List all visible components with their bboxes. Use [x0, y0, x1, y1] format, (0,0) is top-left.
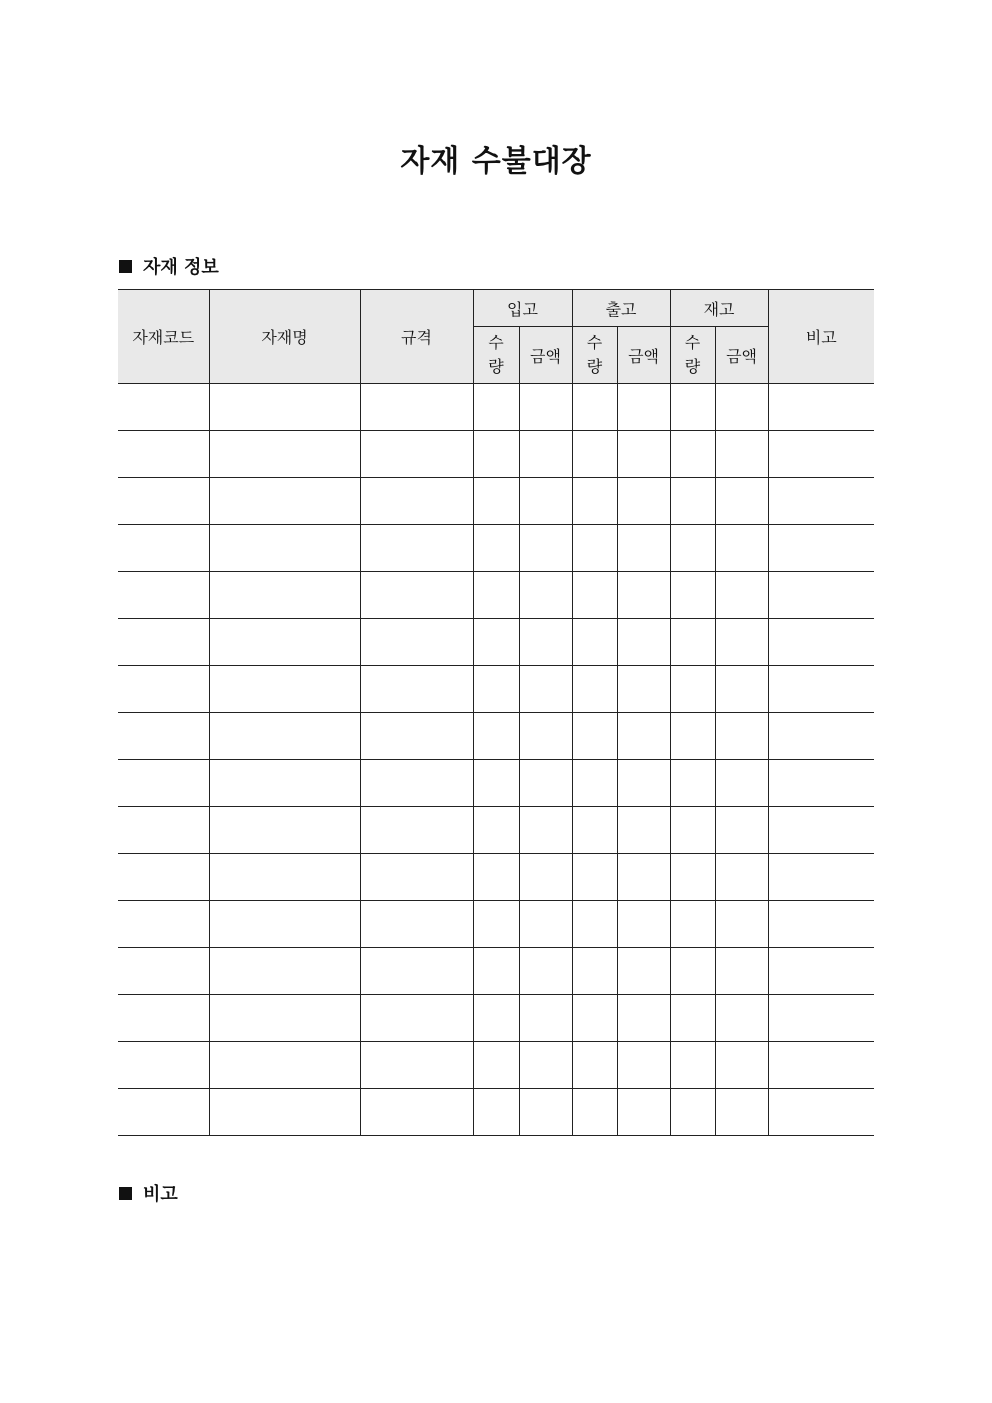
qty-char-1: 수 [684, 333, 701, 352]
table-cell[interactable] [572, 431, 617, 478]
table-row [118, 995, 874, 1042]
table-cell[interactable] [360, 995, 473, 1042]
table-cell[interactable] [519, 995, 572, 1042]
table-cell[interactable] [519, 666, 572, 713]
table-cell[interactable] [118, 713, 209, 760]
table-cell[interactable] [519, 478, 572, 525]
table-cell[interactable] [617, 854, 670, 901]
table-row [118, 525, 874, 572]
table-row [118, 666, 874, 713]
table-cell[interactable] [617, 901, 670, 948]
table-cell[interactable] [768, 431, 874, 478]
table-cell[interactable] [715, 901, 768, 948]
table-cell[interactable] [715, 619, 768, 666]
table-cell[interactable] [670, 760, 715, 807]
table-cell[interactable] [473, 854, 519, 901]
table-cell[interactable] [715, 995, 768, 1042]
table-cell[interactable] [209, 807, 360, 854]
table-cell[interactable] [209, 572, 360, 619]
table-row [118, 854, 874, 901]
table-cell[interactable] [715, 948, 768, 995]
table-row [118, 431, 874, 478]
table-cell[interactable] [360, 713, 473, 760]
table-cell[interactable] [209, 478, 360, 525]
header-material-code: 자재코드 [118, 290, 209, 384]
table-row [118, 619, 874, 666]
table-cell[interactable] [768, 619, 874, 666]
table-cell[interactable] [715, 1042, 768, 1089]
table-cell[interactable] [670, 525, 715, 572]
table-row [118, 1089, 874, 1136]
table-cell[interactable] [670, 1089, 715, 1136]
table-cell[interactable] [572, 619, 617, 666]
table-cell[interactable] [572, 478, 617, 525]
table-row [118, 1042, 874, 1089]
table-cell[interactable] [715, 807, 768, 854]
table-cell[interactable] [209, 666, 360, 713]
table-cell[interactable] [473, 995, 519, 1042]
table-cell[interactable] [473, 572, 519, 619]
table-cell[interactable] [118, 431, 209, 478]
table-cell[interactable] [473, 525, 519, 572]
table-cell[interactable] [572, 713, 617, 760]
table-cell[interactable] [360, 1089, 473, 1136]
table-cell[interactable] [360, 901, 473, 948]
table-cell[interactable] [360, 384, 473, 431]
table-row [118, 807, 874, 854]
table-cell[interactable] [617, 572, 670, 619]
table-cell[interactable] [209, 1089, 360, 1136]
table-cell[interactable] [572, 901, 617, 948]
table-cell[interactable] [768, 901, 874, 948]
table-cell[interactable] [617, 948, 670, 995]
table-cell[interactable] [519, 1042, 572, 1089]
table-cell[interactable] [617, 666, 670, 713]
table-cell[interactable] [118, 1042, 209, 1089]
table-cell[interactable] [473, 760, 519, 807]
table-cell[interactable] [209, 525, 360, 572]
table-cell[interactable] [572, 854, 617, 901]
table-row [118, 713, 874, 760]
table-cell[interactable] [617, 1089, 670, 1136]
table-cell[interactable] [617, 525, 670, 572]
table-row [118, 478, 874, 525]
table-cell[interactable] [617, 478, 670, 525]
table-cell[interactable] [670, 1042, 715, 1089]
table-cell[interactable] [118, 666, 209, 713]
table-cell[interactable] [360, 572, 473, 619]
header-stock-qty [670, 327, 715, 384]
qty-char-2: 량 [586, 357, 603, 376]
table-cell[interactable] [473, 901, 519, 948]
table-cell[interactable] [768, 666, 874, 713]
table-cell[interactable] [715, 854, 768, 901]
table-cell[interactable] [715, 760, 768, 807]
table-cell[interactable] [670, 948, 715, 995]
table-cell[interactable] [572, 666, 617, 713]
table-cell[interactable] [768, 1089, 874, 1136]
table-cell[interactable] [768, 807, 874, 854]
table-cell[interactable] [519, 948, 572, 995]
table-cell[interactable] [670, 995, 715, 1042]
table-cell[interactable] [670, 807, 715, 854]
table-cell[interactable] [715, 384, 768, 431]
table-cell[interactable] [519, 807, 572, 854]
table-cell[interactable] [572, 572, 617, 619]
table-cell[interactable] [519, 431, 572, 478]
table-row [118, 572, 874, 619]
table-cell[interactable] [473, 384, 519, 431]
section-heading-material-info [119, 253, 219, 279]
table-cell[interactable] [360, 1042, 473, 1089]
table-cell[interactable] [360, 431, 473, 478]
table-cell[interactable] [768, 948, 874, 995]
table-cell[interactable] [572, 1089, 617, 1136]
table-cell[interactable] [209, 995, 360, 1042]
table-cell[interactable] [572, 948, 617, 995]
table-cell[interactable] [519, 1089, 572, 1136]
table-cell[interactable] [617, 1042, 670, 1089]
table-cell[interactable] [670, 854, 715, 901]
table-cell[interactable] [118, 384, 209, 431]
table-cell[interactable] [670, 619, 715, 666]
table-cell[interactable] [209, 431, 360, 478]
table-cell[interactable] [617, 619, 670, 666]
table-cell[interactable] [473, 1089, 519, 1136]
table-cell[interactable] [473, 713, 519, 760]
table-row [118, 948, 874, 995]
table-cell[interactable] [118, 948, 209, 995]
table-cell[interactable] [572, 995, 617, 1042]
table-cell[interactable] [519, 760, 572, 807]
qty-char-1: 수 [586, 333, 603, 352]
table-cell[interactable] [768, 525, 874, 572]
table-cell[interactable] [118, 807, 209, 854]
table-cell[interactable] [209, 760, 360, 807]
table-cell[interactable] [617, 431, 670, 478]
table-cell[interactable] [360, 619, 473, 666]
square-bullet-icon [119, 260, 132, 273]
table-cell[interactable] [768, 760, 874, 807]
table-cell[interactable] [572, 807, 617, 854]
table-cell[interactable] [572, 760, 617, 807]
table-cell[interactable] [670, 572, 715, 619]
table-cell[interactable] [572, 525, 617, 572]
table-cell[interactable] [768, 478, 874, 525]
table-cell[interactable] [768, 1042, 874, 1089]
table-cell[interactable] [360, 948, 473, 995]
table-cell[interactable] [715, 713, 768, 760]
header-incoming: 입고 [473, 290, 572, 327]
table-cell[interactable] [519, 901, 572, 948]
table-row [118, 901, 874, 948]
table-cell[interactable] [768, 854, 874, 901]
table-cell[interactable] [715, 431, 768, 478]
table-cell[interactable] [768, 572, 874, 619]
table-cell[interactable] [118, 478, 209, 525]
table-row [118, 384, 874, 431]
qty-char-2: 량 [684, 357, 701, 376]
page-title: 자재 수불대장 [400, 144, 592, 179]
table-cell[interactable] [473, 948, 519, 995]
table-cell[interactable] [118, 1089, 209, 1136]
table-cell[interactable] [670, 713, 715, 760]
table-cell[interactable] [473, 1042, 519, 1089]
table-cell[interactable] [768, 995, 874, 1042]
table-cell[interactable] [670, 384, 715, 431]
table-cell[interactable] [360, 478, 473, 525]
square-bullet-icon [119, 1187, 132, 1200]
table-cell[interactable] [617, 807, 670, 854]
header-outgoing-qty [572, 327, 617, 384]
qty-char-1: 수 [488, 333, 504, 352]
table-cell[interactable] [209, 854, 360, 901]
table-cell[interactable] [209, 901, 360, 948]
table-cell[interactable] [715, 478, 768, 525]
table-cell[interactable] [118, 572, 209, 619]
table-cell[interactable] [519, 525, 572, 572]
table-cell[interactable] [360, 525, 473, 572]
header-spec: 규격 [360, 290, 473, 384]
section-heading-remarks [119, 1180, 178, 1206]
table-cell[interactable] [118, 854, 209, 901]
table-cell[interactable] [768, 713, 874, 760]
section-heading-label: 비고 [143, 1184, 178, 1205]
table-cell[interactable] [768, 384, 874, 431]
table-cell[interactable] [670, 431, 715, 478]
table-cell[interactable] [572, 384, 617, 431]
header-stock: 재고 [670, 290, 768, 327]
table-cell[interactable] [572, 1042, 617, 1089]
table-cell[interactable] [209, 384, 360, 431]
table-cell[interactable] [715, 1089, 768, 1136]
table-cell[interactable] [617, 995, 670, 1042]
material-ledger-table [118, 289, 874, 1136]
table-cell[interactable] [473, 807, 519, 854]
table-cell[interactable] [118, 619, 209, 666]
table-cell[interactable] [360, 854, 473, 901]
table-cell[interactable] [360, 760, 473, 807]
table-cell[interactable] [360, 666, 473, 713]
table-cell[interactable] [519, 572, 572, 619]
header-remarks: 비고 [768, 290, 874, 384]
table-cell[interactable] [617, 760, 670, 807]
ledger-body [118, 384, 874, 1136]
qty-char-2: 량 [488, 357, 504, 376]
table-cell[interactable] [473, 666, 519, 713]
table-cell[interactable] [209, 1042, 360, 1089]
header-stock-amount: 금액 [715, 327, 768, 384]
table-cell[interactable] [118, 525, 209, 572]
table-cell[interactable] [209, 948, 360, 995]
table-cell[interactable] [670, 666, 715, 713]
table-cell[interactable] [519, 713, 572, 760]
header-incoming-qty [473, 327, 519, 384]
table-row [118, 760, 874, 807]
table-cell[interactable] [118, 760, 209, 807]
table-cell[interactable] [519, 619, 572, 666]
table-cell[interactable] [118, 995, 209, 1042]
table-cell[interactable] [473, 619, 519, 666]
table-cell[interactable] [715, 525, 768, 572]
table-cell[interactable] [670, 478, 715, 525]
table-cell[interactable] [519, 854, 572, 901]
table-cell[interactable] [715, 572, 768, 619]
header-incoming-amount: 금액 [519, 327, 572, 384]
table-cell[interactable] [617, 713, 670, 760]
table-cell[interactable] [118, 901, 209, 948]
table-cell[interactable] [617, 384, 670, 431]
header-outgoing: 출고 [572, 290, 670, 327]
table-cell[interactable] [715, 666, 768, 713]
table-cell[interactable] [473, 478, 519, 525]
table-cell[interactable] [473, 431, 519, 478]
table-cell[interactable] [209, 619, 360, 666]
section-heading-label: 자재 정보 [143, 257, 219, 278]
table-cell[interactable] [360, 807, 473, 854]
table-cell[interactable] [519, 384, 572, 431]
header-material-name: 자재명 [209, 290, 360, 384]
header-outgoing-amount: 금액 [617, 327, 670, 384]
table-cell[interactable] [209, 713, 360, 760]
table-cell[interactable] [670, 901, 715, 948]
